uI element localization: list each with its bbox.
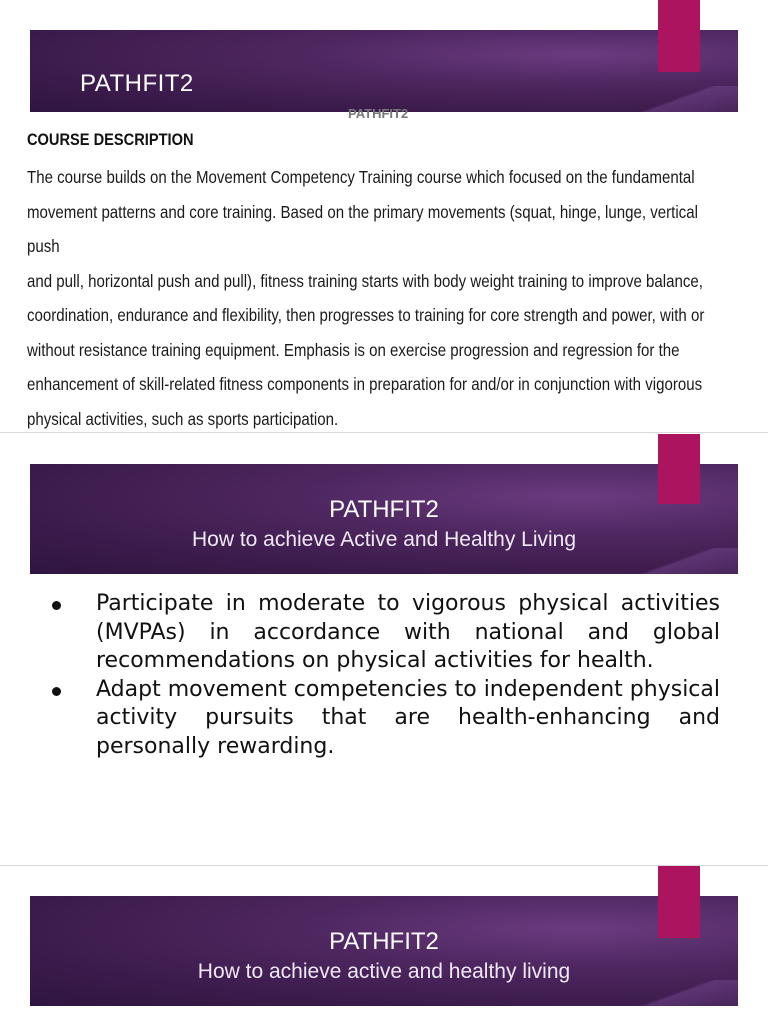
bullet-dot-icon (52, 601, 61, 610)
text-line: coordination, endurance and flexibility, then progresses to training for core strength and power, with or (27, 305, 705, 325)
list-item (44, 590, 720, 676)
text-line: movement patterns and core training. Based on the primary movements (squat, hinge, lunge, vertical push (27, 201, 698, 256)
slide-3 (0, 866, 768, 1024)
slide-title: PATHFIT2 (329, 928, 439, 955)
course-description-heading: COURSE DESCRIPTION (27, 130, 194, 149)
course-description-text (27, 160, 732, 432)
bullet-dot-icon (52, 687, 61, 696)
overlapped-title-text: PATHFIT2 (348, 106, 409, 121)
slide-2 (0, 434, 768, 864)
slide-1 (0, 0, 768, 432)
text-line: and pull, horizontal push and pull), fitness training starts with body weight training to improve balance, (27, 270, 703, 291)
text-line: The course builds on the Movement Competency Training course which focused on the fundamental (27, 167, 695, 187)
slide-title: PATHFIT2 (80, 70, 194, 97)
list-item (44, 676, 720, 762)
title-banner (30, 464, 738, 574)
text-line: without resistance training equipment. Emphasis is on exercise progression and regression for the (27, 339, 680, 360)
text-line: physical activities, such as sports participation. (27, 408, 339, 429)
accent-tab (658, 0, 700, 72)
accent-tab (658, 434, 700, 504)
bullet-text: Participate in moderate to vigorous physical activities (MVPAs) in accordance with national and global recommendations on physical activities for health. (96, 591, 720, 674)
title-banner (30, 896, 738, 1006)
text-line: enhancement of skill-related fitness components in preparation for and/or in conjunction with vigorous (27, 374, 703, 394)
bullet-text: Adapt movement competencies to independent physical activity pursuits that are health-enhancing and personally rewarding. (96, 676, 720, 759)
slide-subtitle: How to achieve active and healthy living (197, 960, 571, 983)
slide-title: PATHFIT2 (329, 496, 439, 523)
bullet-list (44, 590, 720, 762)
slide-divider (0, 432, 768, 433)
accent-tab (658, 866, 700, 938)
title-banner (30, 30, 738, 112)
slide-subtitle: How to achieve Active and Healthy Living (191, 528, 577, 551)
